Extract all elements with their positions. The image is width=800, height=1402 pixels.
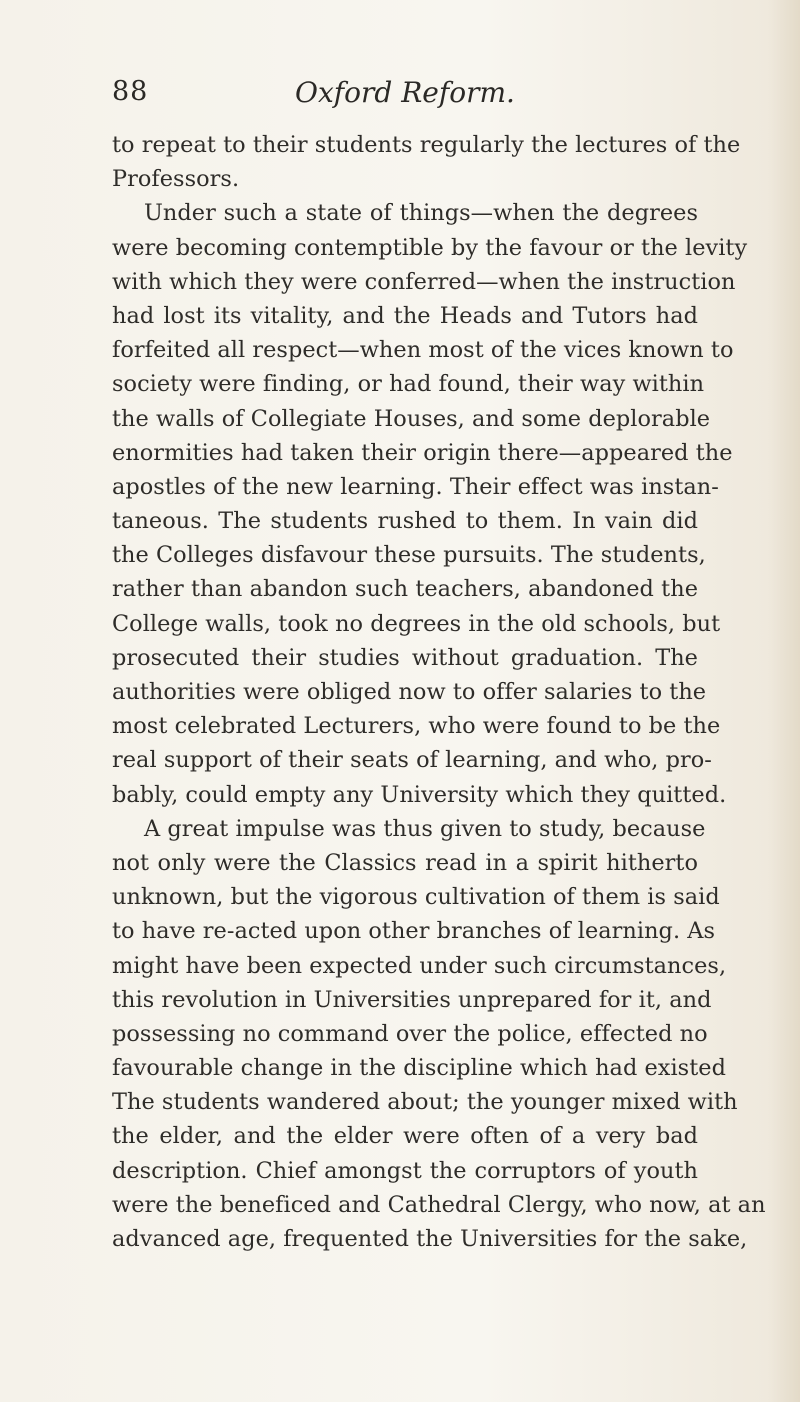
text-line: the walls of Collegiate Houses, and some deplorable	[112, 405, 711, 432]
text-line: real support of their seats of learning, and who, pro-	[112, 747, 712, 774]
text-line: bably, could empty any University which they quitted.	[112, 781, 727, 808]
text-line: advanced age, frequented the Universities for the sake,	[112, 1226, 748, 1252]
text-line: Under such a state of things—when the degrees	[144, 200, 698, 227]
text-line: rather than abandon such teachers, abandoned the	[112, 576, 698, 603]
text-line: unknown, but the vigorous cultivation of them is said	[112, 884, 720, 911]
text-line: taneous. The students rushed to them. In vain did	[112, 508, 698, 535]
page-header	[112, 76, 698, 120]
text-line: forfeited all respect—when most of the vices known to	[112, 337, 734, 364]
text-line: not only were the Classics read in a spirit hitherto	[112, 849, 698, 876]
text-line: possessing no command over the police, effected no	[112, 1020, 708, 1047]
text-line: enormities had taken their origin there—appeared the	[112, 439, 733, 466]
body-text	[112, 128, 766, 1256]
text-line: favourable change in the discipline which had existed	[112, 1055, 726, 1082]
text-line: had lost its vitality, and the Heads and Tutors had	[112, 302, 698, 329]
text-line: apostles of the new learning. Their effect was instan-	[112, 473, 719, 500]
page-number: 88	[112, 76, 149, 107]
text-line: description. Chief amongst the corruptors of youth	[112, 1157, 698, 1184]
text-line: authorities were obliged now to offer salaries to the	[112, 679, 707, 705]
text-line: Professors.	[112, 166, 240, 193]
running-title: Oxford Reform.	[295, 76, 515, 109]
text-line: this revolution in Universities unprepared for it, and	[112, 986, 712, 1013]
text-line: prosecuted their studies without graduation. The	[112, 644, 698, 671]
text-line: with which they were conferred—when the instruction	[112, 268, 736, 295]
text-line: most celebrated Lecturers, who were found to be the	[112, 713, 721, 740]
text-line: The students wandered about; the younger mixed with	[112, 1089, 738, 1116]
text-line: College walls, took no degrees in the old schools, but	[112, 610, 721, 637]
text-line: the elder, and the elder were often of a very bad	[112, 1123, 698, 1150]
text-line: might have been expected under such circumstances,	[112, 952, 727, 979]
text-line: were the beneficed and Cathedral Clergy, who now, at an	[112, 1191, 766, 1218]
text-line: A great impulse was thus given to study, because	[144, 815, 706, 842]
text-line: to repeat to their students regularly the lectures of the	[112, 132, 741, 158]
text-line: to have re-acted upon other branches of learning. As	[112, 918, 716, 945]
text-line: the Colleges disfavour these pursuits. The students,	[112, 542, 706, 569]
text-line: were becoming contemptible by the favour or the levity	[112, 234, 748, 261]
text-line: society were finding, or had found, their way within	[112, 371, 705, 398]
